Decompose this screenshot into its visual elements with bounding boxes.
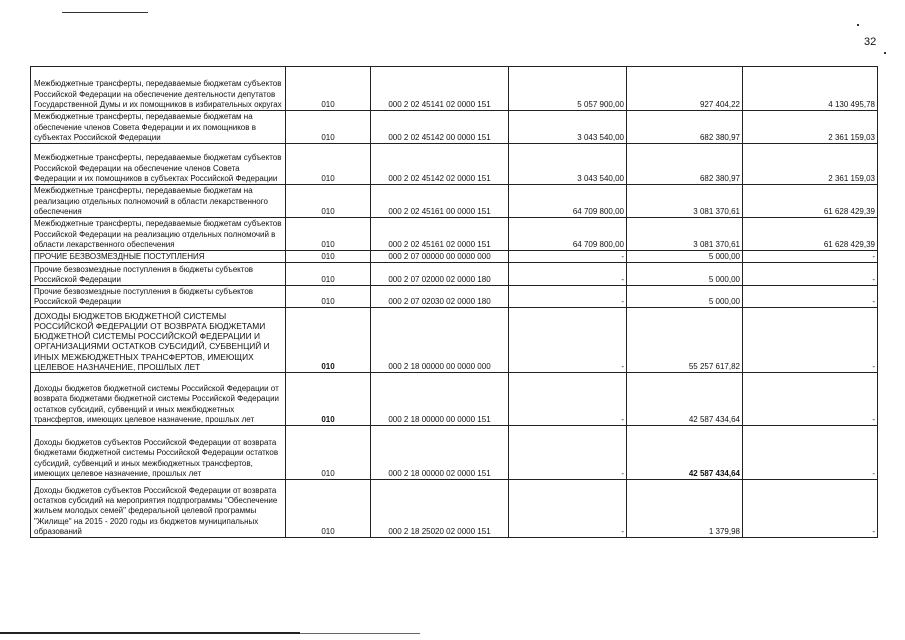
row-approved-amount-text: 3 043 540,00 xyxy=(577,132,624,142)
row-description-text: Межбюджетные трансферты, передаваемые бюджетам субъектов Российской Федерации на реализацию отдельных полномочий в области лекарственного обеспечения xyxy=(34,219,282,249)
row-unexecuted-amount-text: - xyxy=(872,296,875,306)
row-budget-classification-code-text: 000 2 18 00000 00 0000 000 xyxy=(388,361,491,371)
header-rule xyxy=(62,12,148,13)
table-row xyxy=(31,144,878,185)
row-line-code xyxy=(286,185,371,218)
row-description xyxy=(31,426,286,480)
row-budget-classification-code-text: 000 2 02 45141 02 0000 151 xyxy=(388,99,491,109)
row-executed-amount-text: 3 081 370,61 xyxy=(693,239,740,249)
row-line-code xyxy=(286,426,371,480)
row-approved-amount xyxy=(509,263,627,286)
row-line-code xyxy=(286,218,371,251)
row-approved-amount xyxy=(509,251,627,263)
table-row xyxy=(31,308,878,373)
row-line-code-text: 010 xyxy=(321,526,335,536)
row-executed-amount xyxy=(627,286,743,308)
table-row xyxy=(31,480,878,538)
table-row xyxy=(31,251,878,263)
row-executed-amount xyxy=(627,67,743,111)
row-budget-classification-code xyxy=(371,111,509,144)
row-line-code-text: 010 xyxy=(321,99,335,109)
row-budget-classification-code xyxy=(371,263,509,286)
row-unexecuted-amount xyxy=(743,144,878,185)
row-line-code xyxy=(286,373,371,426)
row-executed-amount xyxy=(627,263,743,286)
row-executed-amount xyxy=(627,111,743,144)
row-executed-amount-text: 682 380,97 xyxy=(699,132,740,142)
row-description xyxy=(31,144,286,185)
row-line-code-text: 010 xyxy=(321,132,335,142)
table-row xyxy=(31,373,878,426)
row-budget-classification-code xyxy=(371,373,509,426)
row-approved-amount-text: - xyxy=(621,414,624,424)
row-approved-amount-text: - xyxy=(621,274,624,284)
row-executed-amount-text: 1 379,98 xyxy=(708,526,740,536)
row-approved-amount xyxy=(509,218,627,251)
row-line-code-text: 010 xyxy=(321,468,335,478)
row-approved-amount xyxy=(509,480,627,538)
row-description-text: Прочие безвозмездные поступления в бюджеты субъектов Российской Федерации xyxy=(34,286,254,306)
row-approved-amount xyxy=(509,286,627,308)
row-unexecuted-amount-text: 61 628 429,39 xyxy=(823,206,875,216)
row-approved-amount xyxy=(509,144,627,185)
row-description-text: Доходы бюджетов субъектов Российской Федерации от возврата бюджетами бюджетной системы Российской Федерации остатков субсидий, субвенций и иных межбюджетных трансфертов, имеющих целевое назначение, прошлых лет xyxy=(34,438,279,478)
row-approved-amount-text: - xyxy=(621,251,624,261)
row-executed-amount xyxy=(627,218,743,251)
row-unexecuted-amount-text: 2 361 159,03 xyxy=(828,132,875,142)
row-unexecuted-amount xyxy=(743,426,878,480)
row-executed-amount xyxy=(627,426,743,480)
row-description xyxy=(31,67,286,111)
row-budget-classification-code-text: 000 2 02 45161 02 0000 151 xyxy=(388,239,491,249)
budget-income-table xyxy=(30,66,878,538)
row-approved-amount xyxy=(509,111,627,144)
row-budget-classification-code xyxy=(371,251,509,263)
row-executed-amount xyxy=(627,480,743,538)
row-approved-amount-text: - xyxy=(621,296,624,306)
row-executed-amount xyxy=(627,144,743,185)
row-approved-amount xyxy=(509,185,627,218)
row-executed-amount-text: 55 257 617,82 xyxy=(688,361,740,371)
row-approved-amount xyxy=(509,373,627,426)
row-executed-amount-text: 5 000,00 xyxy=(708,274,740,284)
row-line-code xyxy=(286,480,371,538)
row-description xyxy=(31,373,286,426)
row-approved-amount-text: 64 709 800,00 xyxy=(572,206,624,216)
row-line-code-text: 010 xyxy=(321,414,335,424)
row-approved-amount xyxy=(509,308,627,373)
row-executed-amount xyxy=(627,251,743,263)
footer-rule xyxy=(0,632,300,634)
row-unexecuted-amount-text: - xyxy=(872,274,875,284)
row-budget-classification-code xyxy=(371,218,509,251)
row-executed-amount xyxy=(627,185,743,218)
row-description-text: Прочие безвозмездные поступления в бюджеты субъектов Российской Федерации xyxy=(34,264,254,284)
row-unexecuted-amount xyxy=(743,308,878,373)
row-unexecuted-amount-text: 2 361 159,03 xyxy=(828,173,875,183)
row-executed-amount-text: 3 081 370,61 xyxy=(693,206,740,216)
row-budget-classification-code xyxy=(371,480,509,538)
row-line-code xyxy=(286,111,371,144)
row-approved-amount-text: - xyxy=(621,468,624,478)
row-budget-classification-code xyxy=(371,308,509,373)
row-budget-classification-code-text: 000 2 07 02030 02 0000 180 xyxy=(388,296,491,306)
row-approved-amount xyxy=(509,426,627,480)
row-unexecuted-amount xyxy=(743,373,878,426)
row-description xyxy=(31,218,286,251)
row-unexecuted-amount xyxy=(743,480,878,538)
row-budget-classification-code-text: 000 2 18 00000 00 0000 151 xyxy=(388,414,491,424)
row-line-code-text: 010 xyxy=(321,274,335,284)
row-executed-amount xyxy=(627,308,743,373)
row-unexecuted-amount-text: 4 130 495,78 xyxy=(828,99,875,109)
row-unexecuted-amount-text: - xyxy=(872,468,875,478)
row-unexecuted-amount-text: - xyxy=(872,251,875,261)
page-number: 32 xyxy=(864,36,877,48)
row-approved-amount xyxy=(509,67,627,111)
row-executed-amount xyxy=(627,373,743,426)
row-description xyxy=(31,286,286,308)
row-description xyxy=(31,480,286,538)
row-budget-classification-code-text: 000 2 02 45161 00 0000 151 xyxy=(388,206,491,216)
row-description xyxy=(31,185,286,218)
table-row xyxy=(31,185,878,218)
row-executed-amount-text: 42 587 434,64 xyxy=(688,468,740,478)
row-line-code-text: 010 xyxy=(321,251,335,261)
row-description-text: Межбюджетные трансферты, передаваемые бюджетам субъектов Российской Федерации на обеспечение членов Совета Федерации и их помощников в субъектах Российской Федерации xyxy=(34,153,282,183)
row-approved-amount-text: 3 043 540,00 xyxy=(577,173,624,183)
row-line-code-text: 010 xyxy=(321,239,335,249)
row-description xyxy=(31,263,286,286)
row-budget-classification-code xyxy=(371,144,509,185)
row-description-text: Доходы бюджетов субъектов Российской Федерации от возврата остатков субсидий на мероприятия подпрограммы "Обеспечение жильем молодых семей" федеральной целевой программы "Жилище" на 2015 - 2020 годы из бюджетов муниципальных образований xyxy=(34,485,278,536)
footer-rule xyxy=(300,633,420,634)
row-line-code xyxy=(286,144,371,185)
row-unexecuted-amount-text: - xyxy=(872,414,875,424)
row-approved-amount-text: - xyxy=(621,526,624,536)
row-unexecuted-amount-text: - xyxy=(872,361,875,371)
row-executed-amount-text: 5 000,00 xyxy=(708,251,740,261)
row-budget-classification-code-text: 000 2 02 45142 00 0000 151 xyxy=(388,132,491,142)
row-unexecuted-amount-text: 61 628 429,39 xyxy=(823,239,875,249)
row-description-text: Межбюджетные трансферты, передаваемые бюджетам на обеспечение членов Совета Федерации и их помощников в субъектах Российской Федерации xyxy=(34,112,256,142)
row-budget-classification-code xyxy=(371,426,509,480)
row-line-code-text: 010 xyxy=(321,173,335,183)
row-unexecuted-amount xyxy=(743,111,878,144)
row-executed-amount-text: 927 404,22 xyxy=(699,99,740,109)
row-description-text: Доходы бюджетов бюджетной системы Российской Федерации от возврата бюджетами бюджетной системы Российской Федерации остатков субсидий, субвенций и иных межбюджетных трансфертов, имеющих целевое назначение, прошлых лет xyxy=(34,384,280,424)
scan-speck xyxy=(884,52,886,54)
row-budget-classification-code xyxy=(371,67,509,111)
row-budget-classification-code-text: 000 2 07 00000 00 0000 000 xyxy=(388,251,491,261)
row-budget-classification-code-text: 000 2 07 02000 02 0000 180 xyxy=(388,274,491,284)
table-row xyxy=(31,426,878,480)
row-approved-amount-text: - xyxy=(621,361,624,371)
table-row xyxy=(31,218,878,251)
row-description-text: Межбюджетные трансферты, передаваемые бюджетам на реализацию отдельных полномочий в области лекарственного обеспечения xyxy=(34,186,268,216)
row-unexecuted-amount-text: - xyxy=(872,526,875,536)
row-description-text: ДОХОДЫ БЮДЖЕТОВ БЮДЖЕТНОЙ СИСТЕМЫ РОССИЙСКОЙ ФЕДЕРАЦИИ ОТ ВОЗВРАТА БЮДЖЕТАМИ БЮДЖЕТНОЙ СИСТЕМЫ РОССИЙСКОЙ ФЕДЕРАЦИИ И ОРГАНИЗАЦИЯМИ ОСТАТКОВ СУБСИДИЙ, СУБВЕНЦИЙ И ИНЫХ МЕЖБЮДЖЕТНЫХ ТРАНСФЕРТОВ, ИМЕЮЩИХ ЦЕЛЕВОЕ НАЗНАЧЕНИЕ, ПРОШЛЫХ ЛЕТ xyxy=(34,310,270,372)
row-description xyxy=(31,111,286,144)
row-line-code xyxy=(286,251,371,263)
row-unexecuted-amount xyxy=(743,67,878,111)
row-budget-classification-code-text: 000 2 18 25020 02 0000 151 xyxy=(388,526,491,536)
row-budget-classification-code-text: 000 2 18 00000 02 0000 151 xyxy=(388,468,491,478)
row-line-code xyxy=(286,263,371,286)
table-row xyxy=(31,263,878,286)
table-row xyxy=(31,286,878,308)
row-unexecuted-amount xyxy=(743,218,878,251)
table-row xyxy=(31,111,878,144)
row-unexecuted-amount xyxy=(743,185,878,218)
row-line-code-text: 010 xyxy=(321,361,335,371)
table-row xyxy=(31,67,878,111)
row-executed-amount-text: 682 380,97 xyxy=(699,173,740,183)
row-description-text: Межбюджетные трансферты, передаваемые бюджетам субъектов Российской Федерации на обеспечение деятельности депутатов Государственной Думы и их помощников в избирательных округах xyxy=(34,79,282,109)
row-line-code xyxy=(286,67,371,111)
row-budget-classification-code xyxy=(371,185,509,218)
row-budget-classification-code-text: 000 2 02 45142 02 0000 151 xyxy=(388,173,491,183)
row-unexecuted-amount xyxy=(743,251,878,263)
row-budget-classification-code xyxy=(371,286,509,308)
row-description xyxy=(31,308,286,373)
row-line-code-text: 010 xyxy=(321,296,335,306)
row-line-code xyxy=(286,308,371,373)
row-line-code xyxy=(286,286,371,308)
row-approved-amount-text: 64 709 800,00 xyxy=(572,239,624,249)
row-unexecuted-amount xyxy=(743,286,878,308)
row-description xyxy=(31,251,286,263)
row-executed-amount-text: 5 000,00 xyxy=(708,296,740,306)
row-description-text: ПРОЧИЕ БЕЗВОЗМЕЗДНЫЕ ПОСТУПЛЕНИЯ xyxy=(34,251,205,261)
row-unexecuted-amount xyxy=(743,263,878,286)
row-line-code-text: 010 xyxy=(321,206,335,216)
row-approved-amount-text: 5 057 900,00 xyxy=(577,99,624,109)
row-executed-amount-text: 42 587 434,64 xyxy=(688,414,740,424)
scan-speck xyxy=(857,24,859,26)
